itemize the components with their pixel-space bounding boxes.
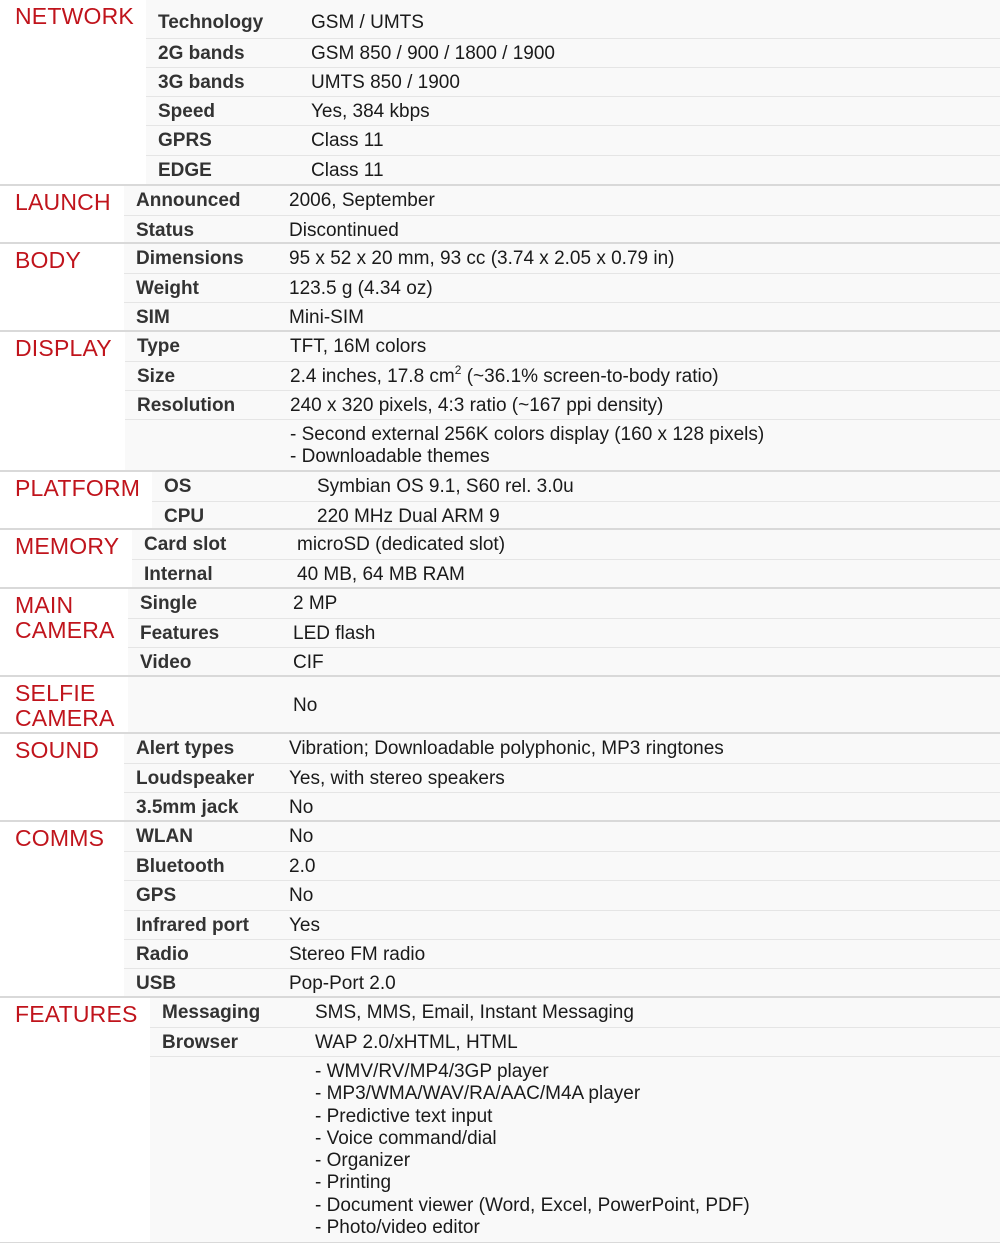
spec-row [124,273,1000,303]
section-body-main-camera [128,589,1000,675]
spec-key: Resolution [137,395,236,416]
spec-row [132,530,1000,559]
section-label-platform: PLATFORM [15,475,141,501]
section-comms [0,822,1000,998]
spec-key: GPS [136,885,177,906]
spec-key: GPRS [158,130,212,151]
spec-key: Single [140,593,198,614]
spec-row [124,734,1000,763]
section-label-features: FEATURES [15,1001,138,1027]
spec-row [146,155,1000,185]
section-label-line: SELFIE [15,680,96,706]
spec-key: Status [136,220,195,241]
spec-value: Symbian OS 9.1, S60 rel. 3.0u [317,476,574,497]
section-body-comms [124,822,1000,996]
spec-value: Discontinued [289,220,399,241]
spec-key: USB [136,973,177,994]
section-network [0,0,1000,186]
spec-value: 95 x 52 x 20 mm, 93 cc (3.74 x 2.05 x 0.79 in) [289,248,675,269]
section-label-memory: MEMORY [15,533,120,559]
spec-row [125,390,1000,420]
spec-value: UMTS 850 / 1900 [311,72,460,93]
spec-row [124,302,1000,332]
section-main-camera [0,589,1000,677]
spec-row [124,763,1000,793]
spec-row [124,792,1000,822]
spec-key: Dimensions [136,248,244,269]
spec-value: microSD (dedicated slot) [297,534,506,555]
spec-row [124,851,1000,881]
spec-value: SMS, MMS, Email, Instant Messaging [315,1002,634,1023]
spec-row [132,559,1000,589]
spec-key: Video [140,652,192,673]
spec-row [150,998,1000,1027]
spec-key: Alert types [136,738,235,759]
section-selfie-camera [0,677,1000,734]
spec-key: Bluetooth [136,856,225,877]
spec-row [146,38,1000,68]
spec-value: 2 MP [293,593,338,614]
section-body-features [150,998,1000,1242]
spec-key: Speed [158,101,216,122]
section-memory [0,530,1000,589]
spec-key: Type [137,336,180,357]
spec-row [124,244,1000,273]
spec-key: Features [140,623,220,644]
section-label-display: DISPLAY [15,335,112,361]
section-body-body [124,244,1000,330]
spec-value: Yes [289,915,320,936]
spec-row [128,589,1000,618]
section-label-line: MAIN [15,592,74,618]
section-launch [0,186,1000,244]
section-label-selfie-camera [15,681,115,731]
spec-key: Card slot [144,534,227,555]
section-display [0,332,1000,472]
spec-row [152,501,1000,531]
spec-value: GSM 850 / 900 / 1800 / 1900 [311,43,556,64]
list-item: - WMV/RV/MP4/3GP player [315,1061,549,1082]
spec-key: 3.5mm jack [136,797,239,818]
spec-key: Infrared port [136,915,249,936]
size-value-text: 2.4 inches, 17.8 cm [290,366,455,387]
list-item: - MP3/WMA/WAV/RA/AAC/M4A player [315,1083,641,1105]
spec-value: No [289,797,314,818]
spec-value: Yes, with stereo speakers [289,768,505,789]
size-value-superscript: 2 [454,363,462,377]
section-label-line: CAMERA [15,617,115,643]
section-label-body: BODY [15,247,81,273]
section-body-display [125,332,1000,470]
spec-row [124,822,1000,851]
list-item: - Downloadable themes [290,446,490,468]
section-label-network: NETWORK [15,3,134,29]
spec-value: CIF [293,652,324,673]
spec-row [124,968,1000,998]
spec-row [124,880,1000,910]
list-item: - Organizer [315,1150,411,1172]
spec-row [150,1056,1000,1243]
section-body-platform [152,472,1000,528]
spec-value: Mini-SIM [289,307,364,328]
spec-value: 123.5 g (4.34 oz) [289,278,433,299]
section-body-memory [132,530,1000,587]
spec-row [150,1027,1000,1057]
spec-row [146,8,1000,37]
spec-key: Browser [162,1032,239,1053]
spec-value: Vibration; Downloadable polyphonic, MP3 ringtones [289,738,724,759]
section-label-comms: COMMS [15,825,105,851]
spec-value: TFT, 16M colors [290,336,427,357]
spec-key: Size [137,366,176,387]
spec-row [124,186,1000,215]
section-label-line: CAMERA [15,705,115,731]
spec-row [152,472,1000,501]
spec-value: 40 MB, 64 MB RAM [297,564,465,585]
spec-value: 240 x 320 pixels, 4:3 ratio (~167 ppi density) [290,395,664,416]
section-label-main-camera [15,593,115,643]
spec-row [146,96,1000,126]
spec-key: EDGE [158,160,212,181]
spec-key: Messaging [162,1002,261,1023]
spec-value: Stereo FM radio [289,944,426,965]
spec-value: WAP 2.0/xHTML, HTML [315,1032,518,1053]
spec-row [125,332,1000,361]
spec-row [124,939,1000,969]
spec-value: GSM / UMTS [311,12,424,33]
spec-value: Class 11 [311,130,384,151]
section-body-selfie-camera [128,677,1000,732]
section-label-sound: SOUND [15,737,100,763]
spec-key: Loudspeaker [136,768,255,789]
spec-row [124,910,1000,940]
spec-value-list [290,424,764,469]
section-label-launch: LAUNCH [15,189,111,215]
spec-key: OS [164,476,192,497]
spec-value: No [289,826,314,847]
spec-value: 2006, September [289,190,435,211]
spec-row [128,647,1000,677]
spec-key: Radio [136,944,189,965]
spec-key: Weight [136,278,199,299]
spec-value: 2.0 [289,856,316,877]
spec-value: No [289,885,314,906]
spec-row [124,215,1000,245]
list-item: - Document viewer (Word, Excel, PowerPoint, PDF) [315,1194,750,1216]
section-body-sound [124,734,1000,820]
section-sound [0,734,1000,822]
spec-value-list [315,1061,750,1239]
spec-key: Announced [136,190,241,211]
size-value-ratio: (~36.1% screen-to-body ratio) [461,366,719,387]
spec-row [125,361,1000,391]
spec-key: CPU [164,506,205,527]
spec-row [146,125,1000,155]
spec-key: WLAN [136,826,193,847]
list-item: - Second external 256K colors display (160 x 128 pixels) [290,424,765,445]
list-item: - Voice command/dial [315,1127,497,1149]
spec-value: LED flash [293,623,376,644]
spec-key: 3G bands [158,72,245,93]
spec-value: Yes, 384 kbps [311,101,430,122]
spec-key: Internal [144,564,213,585]
spec-row [128,618,1000,648]
spec-value: No [293,695,318,716]
spec-value: 220 MHz Dual ARM 9 [317,506,500,527]
spec-value [290,362,719,391]
section-body-network [146,0,1000,184]
section-body [0,244,1000,332]
spec-value: Pop-Port 2.0 [289,973,396,994]
list-item: - Printing [315,1172,392,1194]
section-features [0,998,1000,1243]
list-item: - Photo/video editor [315,1217,480,1239]
spec-row [125,419,1000,472]
spec-row [146,67,1000,97]
spec-key: SIM [136,307,170,328]
section-body-launch [124,186,1000,242]
section-platform [0,472,1000,530]
list-item: - Predictive text input [315,1105,493,1127]
spec-key: 2G bands [158,43,245,64]
spec-key: Technology [158,12,264,33]
spec-value: Class 11 [311,160,384,181]
spec-row [128,691,1000,720]
